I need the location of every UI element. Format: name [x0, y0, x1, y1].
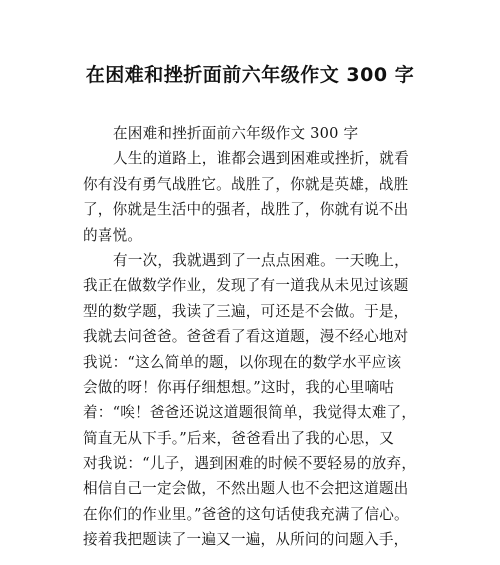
- text-line: 的喜悦。: [83, 226, 143, 244]
- text-line: 相信自己一定会做，不然出题人也不会把这道题出: [83, 480, 409, 498]
- text-line: 对我说：“儿子，遇到困难的时候不要轻易的放弃，: [83, 455, 417, 473]
- text-line: 我就去问爸爸。爸爸看了看这道题，漫不经心地对: [83, 328, 409, 346]
- text-line: 你有没有勇气战胜它。战胜了，你就是英雄，战胜: [83, 175, 409, 193]
- text-line: 接着我把题读了一遍又一遍，从所问的问题入手，: [83, 531, 409, 549]
- text-line: 着：“唉！爸爸还说这道题很简单，我觉得太难了，: [83, 404, 417, 422]
- text-line: 我正在做数学作业，发现了有一道我从未见过该题: [83, 277, 409, 295]
- text-line: 我说：“这么简单的题，以你现在的数学水平应该: [83, 353, 402, 371]
- text-line: 型的数学题，我读了三遍，可还是不会做。于是，: [83, 302, 409, 320]
- text-line: 会做的呀！你再仔细想想。”这时，我的心里嘀咕: [83, 378, 395, 396]
- text-line: 了，你就是生活中的强者，战胜了，你就有说不出: [83, 201, 409, 219]
- text-line: 简直无从下手。”后来，爸爸看出了我的心思，又: [83, 429, 395, 447]
- text-line: 在你们的作业里。”爸爸的这句话使我充满了信心。: [83, 505, 409, 523]
- document-title: 在困难和挫折面前六年级作文 300 字: [85, 64, 415, 86]
- text-line: 在困难和挫折面前六年级作文 300 字: [113, 125, 359, 142]
- text-line: 人生的道路上，谁都会遇到困难或挫折，就看: [113, 150, 409, 168]
- document-body: [83, 121, 423, 553]
- text-line: 有一次，我就遇到了一点点困难。一天晚上，: [113, 251, 409, 269]
